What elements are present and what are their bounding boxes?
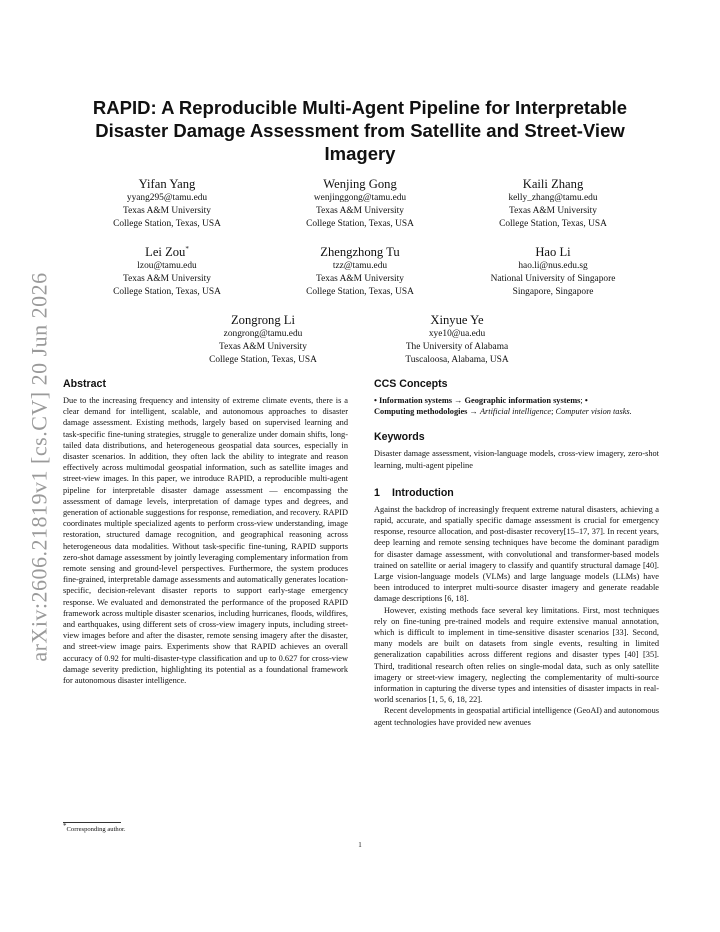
intro-paragraph-2: However, existing methods face several key limitations. First, most techniques rely on fine-tuning pre-trained models and require extensive manual annotation, which is difficult to implement in time-sensitive disaster scenarios [33]. Second, many models are built on datasets from single events, resulting in limited generalization capabilities across different regions and disaster types [40] [35]. Third, traditional research often relies on single-modal data, such as only satellite imagery or street-view imagery, neglecting the complementarity of multi-source information in capturing the diverse types and intensities of disaster impacts in real-world scenarios [1, 5, 6, 18, 22]. (374, 605, 659, 705)
author-name: Zongrong Li (230, 313, 295, 327)
abstract-text: Due to the increasing frequency and intensity of extreme climate events, there is a clear demand for intelligent, scalable, and autonomous approaches to disaster damage assessment. Existing methods, largely based on supervised learning and task-specific fine-tuning strategies, struggle to generalize under domain shifts, long-tailed data distributions, and heterogeneous geospatial data sources, especially in disaster scenarios. In addition, they often lack the ability to integrate and reason effectively across multimodal geospatial information, such as satellite images and street-view images. In this paper, we introduce RAPID, a reproducible multi-agent pipeline for interpretable disaster damage assessment — encompassing the assessment of damage levels, interpretation of damage types and degrees, and generation of actionable suggestions for response, remediation, and recovery. RAPID coordinates multiple specialized agents to perform cross-view understanding, image restoration, structured damage recognition, and geographical reasoning across heterogeneous data modalities. Without task-specific fine-tuning, RAPID supports zero-shot damage assessment by jointly leveraging complementary information from remote sensing and ground-level perspectives. Furthermore, the system produces fine-grained, interpretable damage assessments and automatically generates location-specific, decision-relevant disaster reports to support early-stage emergency response. We evaluated and demonstrated the performance of the proposed RAPID framework across multiple disaster scenarios, including hurricanes, floods, wildfires, and earthquakes, using different sets of cross-view imagery inputs, including street-view images before and after the disaster, remote sensing imagery after the disaster, and street-view image pairs. Experiments show that RAPID achieves an overall accuracy of 0.92 for multi-disaster-type classification and up to 0.627 for cross-view damage severity prediction, highlighting its potential as a foundational framework for autonomous disaster intelligence. (63, 396, 348, 686)
author-name: Zhengzhong Tu (320, 245, 400, 259)
author-block (468, 244, 638, 298)
author-location: Tuscaloosa, Alabama, USA (405, 354, 509, 365)
ccs-separator: ; (580, 396, 583, 405)
author-location: College Station, Texas, USA (499, 218, 607, 229)
author-email[interactable]: tzz@tamu.edu (332, 261, 388, 271)
author-block (82, 176, 252, 230)
page-number: 1 (358, 841, 362, 849)
footnote (63, 822, 126, 834)
author-location: College Station, Texas, USA (113, 218, 221, 229)
author-name: Lei Zou (145, 245, 186, 259)
author-block (374, 312, 540, 366)
author-block (180, 312, 346, 366)
footnote-rule (63, 822, 121, 823)
author-location: College Station, Texas, USA (209, 354, 317, 365)
ccs-heading: CCS Concepts (374, 378, 448, 390)
author-email[interactable]: kelly_zhang@tamu.edu (508, 193, 598, 203)
author-email[interactable]: zongrong@tamu.edu (223, 329, 303, 339)
right-column (374, 378, 659, 728)
paper-title (70, 96, 650, 165)
corresponding-mark: * (185, 244, 189, 253)
author-location: College Station, Texas, USA (306, 286, 414, 297)
arxiv-stamp-text: arXiv:2606.21819v1 [cs.CV] 20 Jun 2026 (27, 272, 52, 662)
author-email[interactable]: lzou@tamu.edu (137, 261, 197, 271)
ccs-separator: ; (551, 407, 554, 417)
intro-heading (374, 487, 659, 500)
ccs-item-computing-methodologies: Computing methodologies (374, 407, 468, 417)
ccs-item-ai: Artificial intelligence (479, 407, 552, 417)
author-location: Singapore, Singapore (512, 286, 594, 297)
author-name: Kaili Zhang (522, 177, 584, 191)
author-location: College Station, Texas, USA (113, 286, 221, 297)
ccs-item-information-systems: Information systems → Geographic information systems (379, 396, 581, 405)
author-location: College Station, Texas, USA (306, 218, 414, 229)
author-name: Hao Li (535, 245, 571, 259)
ccs-bullet: • (374, 396, 377, 405)
keywords-heading: Keywords (374, 431, 425, 444)
author-affiliation: Texas A&M University (509, 205, 597, 216)
ccs-arrow: → (469, 407, 478, 417)
keywords-text: Disaster damage assessment, vision-language models, cross-view imagery, zero-shot learning, multi-agent pipeline (374, 449, 659, 470)
author-name: Wenjing Gong (323, 177, 397, 191)
author-affiliation: Texas A&M University (316, 273, 404, 284)
title-line-2: Disaster Damage Assessment from Satellite and Street-View (95, 120, 625, 141)
author-block (277, 176, 443, 230)
ccs-item-cv: Computer vision tasks. (555, 407, 632, 417)
intro-heading-text: Introduction (392, 486, 454, 499)
author-affiliation: National University of Singapore (490, 273, 616, 284)
author-email[interactable]: hao.li@nus.edu.sg (518, 261, 588, 271)
author-email[interactable]: yyang295@tamu.edu (126, 193, 208, 203)
author-affiliation: Texas A&M University (123, 205, 211, 216)
left-column (63, 378, 348, 686)
footnote-text: Corresponding author. (66, 826, 126, 834)
title-line-1: RAPID: A Reproducible Multi-Agent Pipeline for Interpretable (92, 97, 628, 118)
intro-section-number: 1 (374, 486, 380, 499)
author-block (277, 244, 443, 298)
author-name: Yifan Yang (138, 177, 196, 191)
ccs-concepts (374, 395, 659, 417)
author-affiliation: Texas A&M University (123, 273, 211, 284)
intro-paragraph-3: Recent developments in geospatial artificial intelligence (GeoAI) and autonomous agent technologies have provided new avenues (374, 706, 659, 727)
author-email[interactable]: wenjinggong@tamu.edu (313, 193, 407, 203)
abstract-heading: Abstract (63, 378, 106, 390)
author-affiliation: The University of Alabama (405, 341, 509, 352)
title-line-3: Imagery (324, 143, 396, 164)
arxiv-stamp (20, 262, 60, 672)
author-name-row (82, 244, 252, 260)
author-block (468, 176, 638, 230)
author-affiliation: Texas A&M University (219, 341, 307, 352)
intro-paragraph-1: Against the backdrop of increasingly frequent extreme natural disasters, achieving a rapid, accurate, and spatially specific damage assessment is crucial for emergency response, resource allocation, and post-disaster recovery[15–17, 37]. In recent years, deep learning and remote sensing techniques have become the dominant paradigm for disaster damage assessment, with convolutional and transformer-based models trained on satellite or aerial imagery to classify and quantify structural damage [40]. Large vision-language models (VLMs) and large language models (LLMs) have been introduced to interpret multi-source disaster imagery and generate readable damage descriptions [6, 18]. (374, 504, 659, 604)
author-name: Xinyue Ye (430, 313, 484, 327)
author-block (82, 244, 252, 298)
footnote-mark: * (63, 822, 67, 830)
author-email[interactable]: xye10@ua.edu (428, 329, 486, 339)
author-affiliation: Texas A&M University (316, 205, 404, 216)
ccs-bullet: • (584, 396, 588, 405)
